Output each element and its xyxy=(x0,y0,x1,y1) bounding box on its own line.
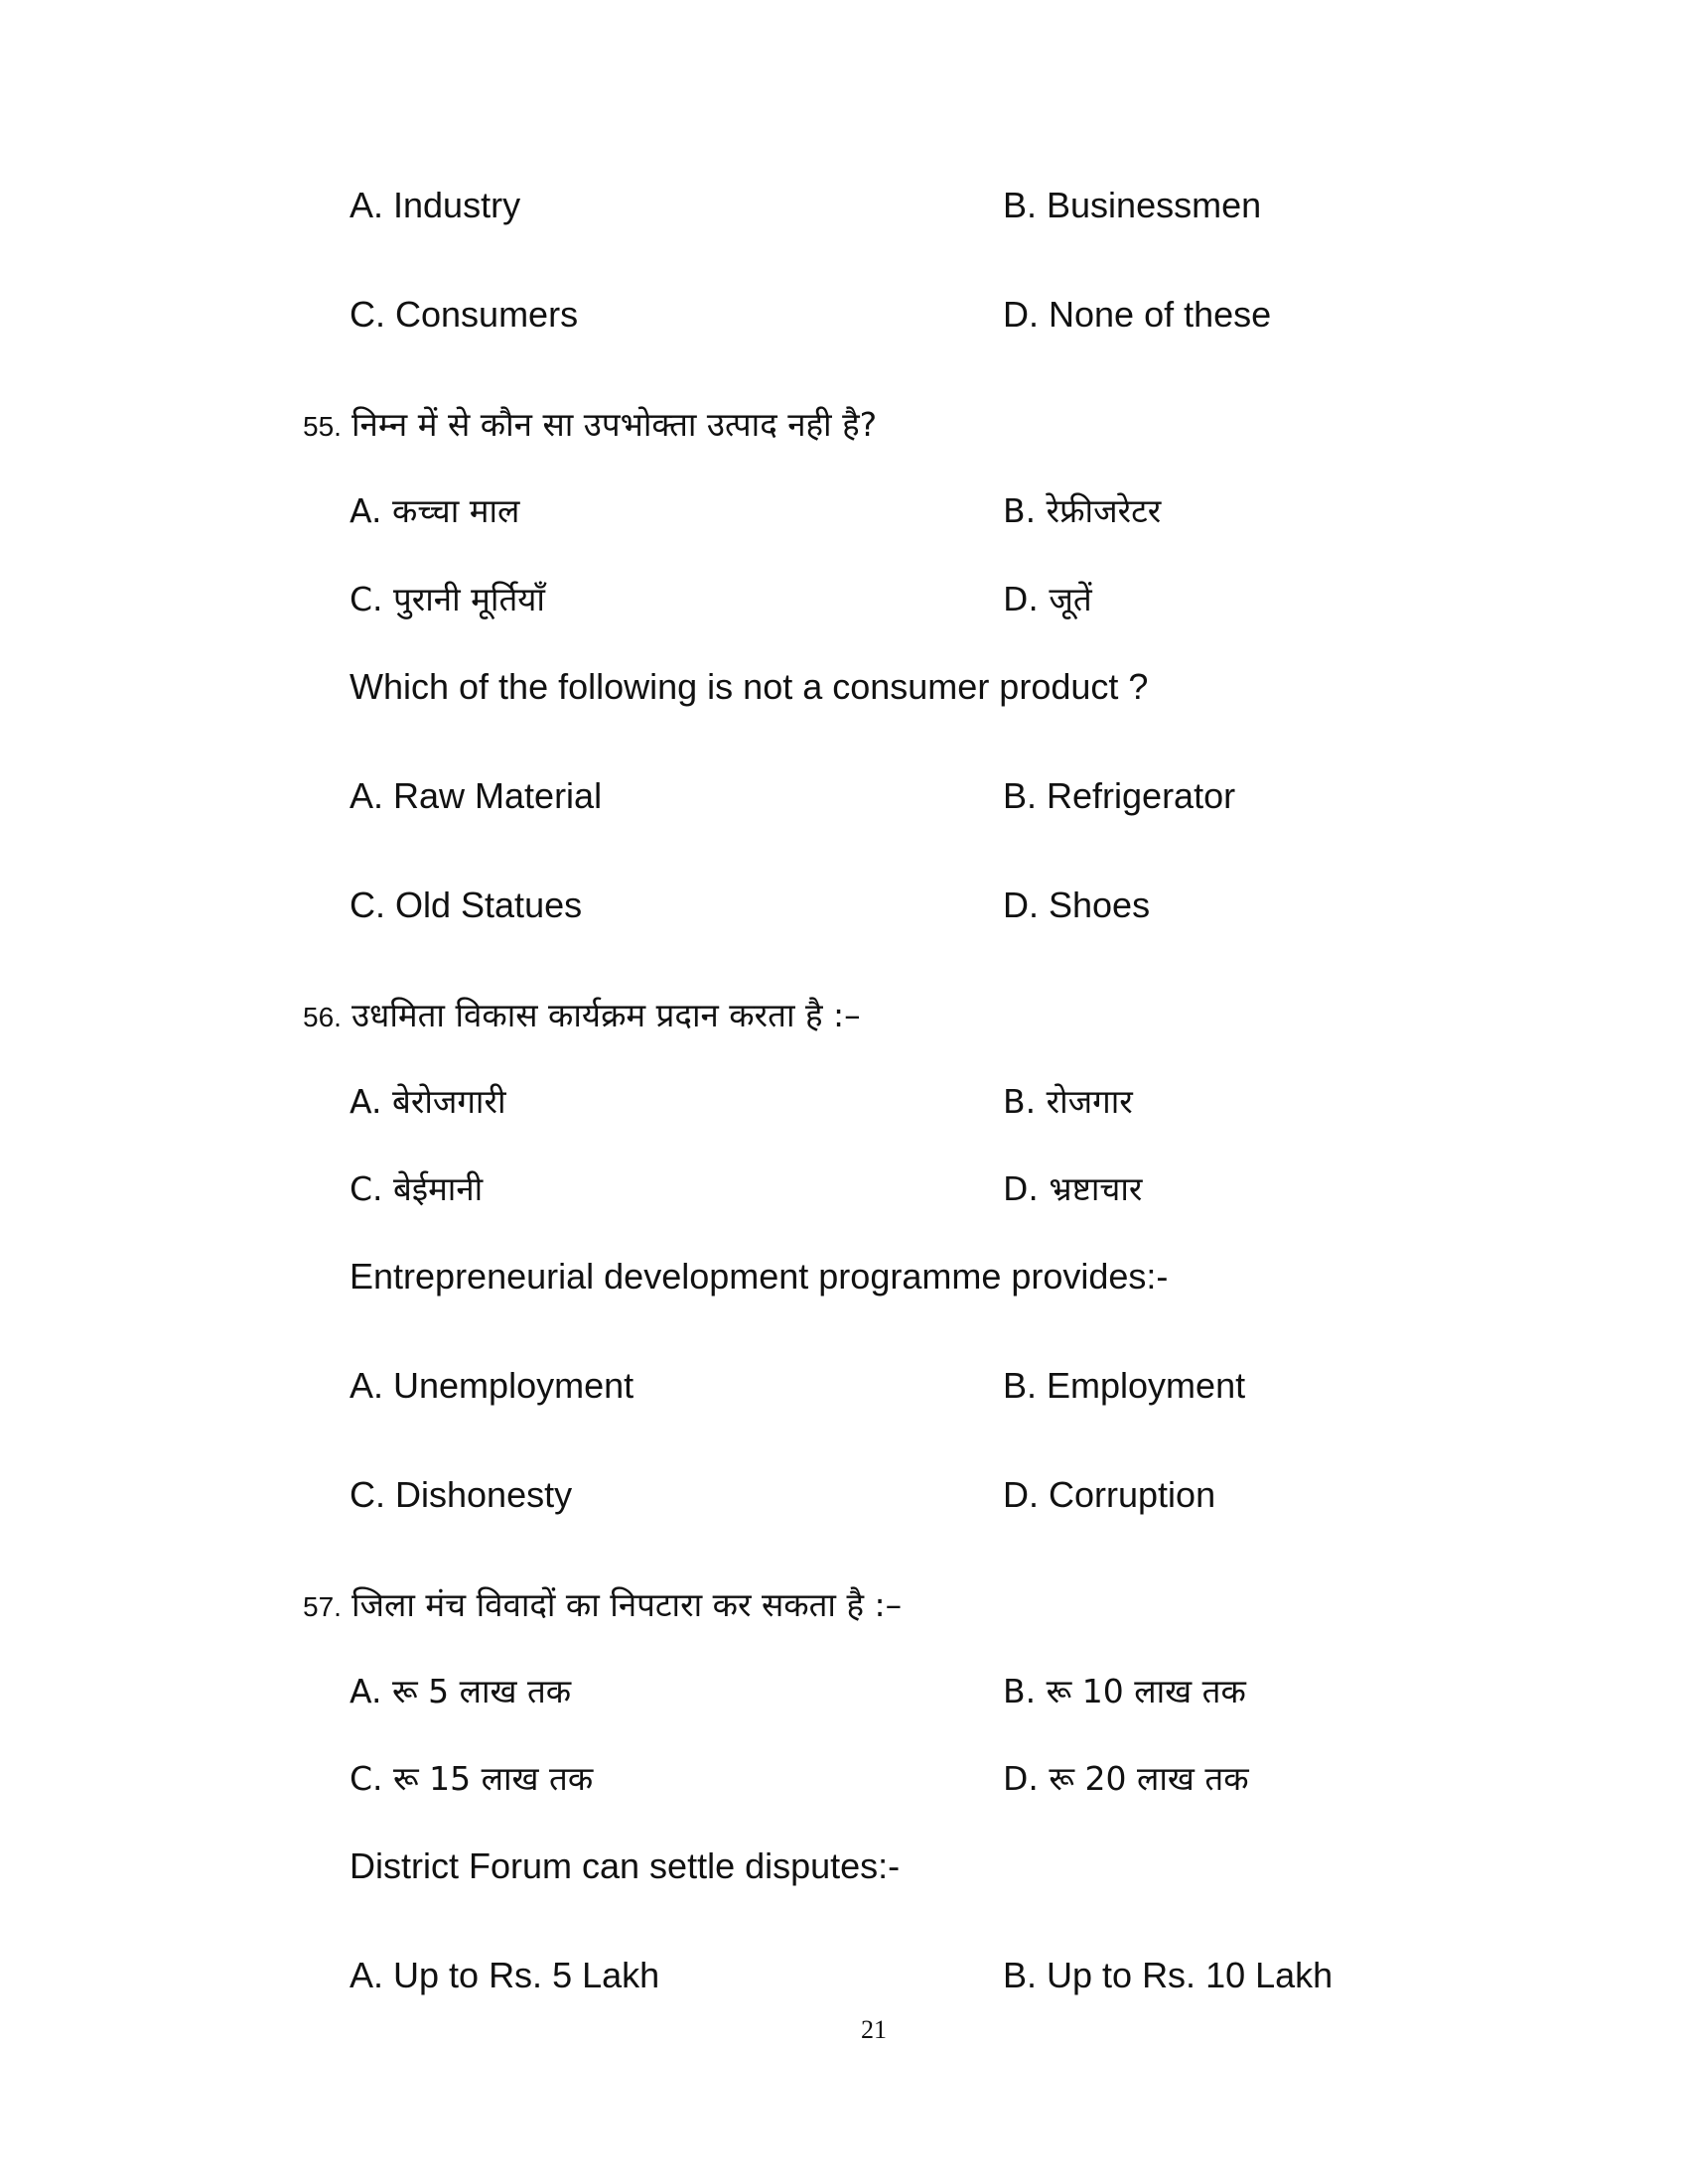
q57-option-b: B. Up to Rs. 10 Lakh xyxy=(1003,1955,1334,1995)
q56-option-a: A. Unemployment xyxy=(350,1365,634,1406)
q55-option-b: B. Refrigerator xyxy=(1003,775,1236,816)
q55-option-d: D. Shoes xyxy=(1003,885,1151,925)
q57-option-c-hindi: C. रू 15 लाख तक xyxy=(350,1759,594,1798)
q57-question-hindi xyxy=(303,1582,902,1629)
q56-option-c: C. Dishonesty xyxy=(350,1474,573,1515)
q54-option-a: A. Industry xyxy=(350,185,521,225)
q57-question-english: District Forum can settle disputes:- xyxy=(350,1845,901,1886)
q57-option-b-hindi: B. रू 10 लाख तक xyxy=(1003,1672,1246,1710)
q55-question-english: Which of the following is not a consumer product ? xyxy=(350,666,1149,707)
page-number: 21 xyxy=(861,2015,887,2044)
q55-option-a-hindi: A. कच्चा माल xyxy=(350,491,520,530)
q57-question-text-hindi: जिला मंच विवादों का निपटारा कर सकता है :– xyxy=(351,1585,903,1624)
q56-option-a-hindi: A. बेरोजगारी xyxy=(350,1082,506,1121)
q56-option-b-hindi: B. रोजगार xyxy=(1003,1082,1133,1121)
q56-question-english: Entrepreneurial development programme provides:- xyxy=(350,1256,1169,1297)
q56-option-c-hindi: C. बेईमानी xyxy=(350,1169,484,1208)
q55-number: 55. xyxy=(303,411,342,442)
q55-option-d-hindi: D. जूतें xyxy=(1003,580,1092,618)
q55-option-b-hindi: B. रेफ्रीजरेटर xyxy=(1003,491,1162,530)
q56-number: 56. xyxy=(303,1002,342,1032)
q55-option-a: A. Raw Material xyxy=(350,775,603,816)
q55-question-hindi xyxy=(303,402,877,449)
q57-option-a-hindi: A. रू 5 लाख तक xyxy=(350,1672,572,1710)
q56-option-d-hindi: D. भ्रष्टाचार xyxy=(1003,1169,1143,1208)
q56-option-b: B. Employment xyxy=(1003,1365,1246,1406)
q55-option-c: C. Old Statues xyxy=(350,885,583,925)
q56-option-d: D. Corruption xyxy=(1003,1474,1216,1515)
q56-question-text-hindi: उधमिता विकास कार्यक्रम प्रदान करता है :– xyxy=(351,996,861,1034)
q55-option-c-hindi: C. पुरानी मूर्तियॉं xyxy=(350,580,545,618)
q55-question-text-hindi: निम्न में से कौन सा उपभोक्ता उत्पाद नही है? xyxy=(351,405,878,444)
q57-number: 57. xyxy=(303,1591,342,1622)
q54-option-d: D. None of these xyxy=(1003,294,1272,335)
q57-option-a: A. Up to Rs. 5 Lakh xyxy=(350,1955,660,1995)
q54-option-b: B. Businessmen xyxy=(1003,185,1262,225)
q56-question-hindi xyxy=(303,993,861,1039)
q54-option-c: C. Consumers xyxy=(350,294,579,335)
q57-option-d-hindi: D. रू 20 लाख तक xyxy=(1003,1759,1249,1798)
